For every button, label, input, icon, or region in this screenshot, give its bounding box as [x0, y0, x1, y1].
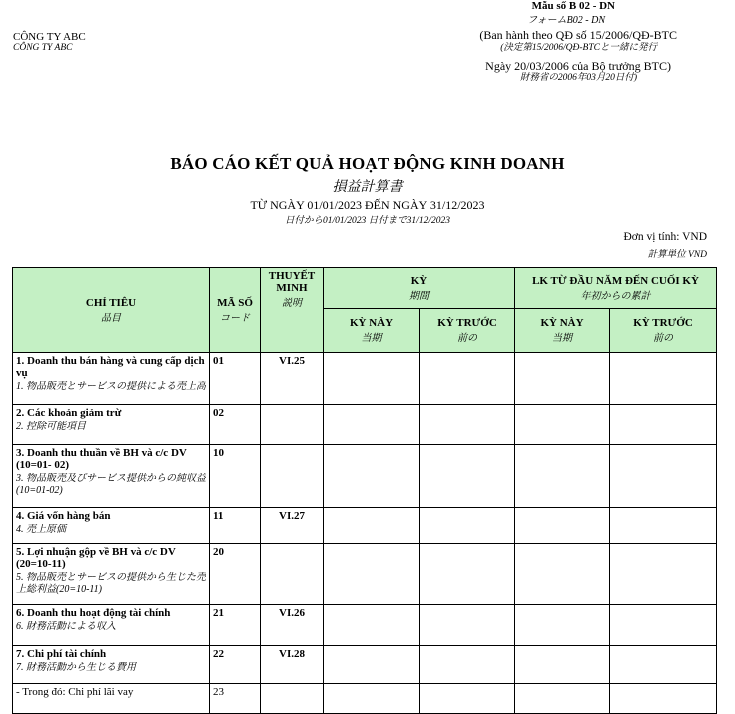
- report-period: TỪ NGÀY 01/01/2023 ĐẾN NGÀY 31/12/2023: [250, 198, 485, 212]
- report-title-jp: 損益計算書: [332, 180, 403, 195]
- row-ytd-this-value: [515, 646, 610, 684]
- row-code: 02: [210, 405, 261, 445]
- row-note: [261, 684, 324, 714]
- table-row: [13, 646, 717, 684]
- header-this-period-label-jp: 当期: [361, 333, 382, 344]
- row-code: 23: [210, 684, 261, 714]
- row-indicator: [13, 405, 210, 445]
- row-ytd-this-value: [515, 605, 610, 646]
- row-ytd-prev-value: [610, 445, 717, 508]
- row-this-period-value: [324, 605, 420, 646]
- row-code: 22: [210, 646, 261, 684]
- row-indicator-jp: 3. 物品販売及びサービス提供からの純収益(10=01-02): [16, 473, 206, 496]
- row-this-period-value: [324, 405, 420, 445]
- table-row: [13, 508, 717, 544]
- row-code: 01: [210, 353, 261, 405]
- row-indicator: [13, 544, 210, 605]
- row-indicator-vi: - Trong đó: Chi phí lãi vay: [16, 686, 134, 698]
- row-prev-period-value: [420, 508, 515, 544]
- company-name-jp: CÔNG TY ABC: [13, 43, 73, 53]
- row-indicator-vi: 6. Doanh thu hoạt động tài chính: [16, 607, 171, 619]
- row-this-period-value: [324, 544, 420, 605]
- row-indicator: [13, 605, 210, 646]
- row-prev-period-value: [420, 353, 515, 405]
- report-period-jp: 日付から01/01/2023 日付まで31/12/2023: [285, 216, 450, 226]
- header-ytd-prev-period-label: KỲ TRƯỚC: [633, 317, 693, 329]
- decree-line-2-jp: 財務省の2006年03月20日付): [519, 73, 637, 83]
- row-ytd-this-value: [515, 684, 610, 714]
- row-prev-period-value: [420, 684, 515, 714]
- header-indicator: [13, 268, 210, 353]
- row-indicator-jp: 1. 物品販売とサービスの提供による売上高: [16, 381, 206, 392]
- income-statement-table: [12, 267, 717, 714]
- report-title: BÁO CÁO KẾT QUẢ HOẠT ĐỘNG KINH DOANH: [170, 154, 565, 173]
- table-row: [13, 353, 717, 405]
- header-this-period-label: KỲ NÀY: [349, 317, 394, 329]
- row-note: [261, 544, 324, 605]
- header-period-label: KỲ: [410, 274, 428, 287]
- row-note: VI.26: [261, 605, 324, 646]
- header-code: [210, 268, 261, 353]
- row-indicator-jp: 7. 財務活動から生じる費用: [16, 662, 136, 673]
- row-indicator: [13, 445, 210, 508]
- row-indicator: [13, 646, 210, 684]
- header-note-label: THUYẾT MINH: [268, 270, 316, 294]
- row-ytd-prev-value: [610, 508, 717, 544]
- header-code-label-jp: コード: [220, 312, 250, 324]
- header-ytd-this-period-label-jp: 当期: [552, 333, 572, 344]
- row-indicator-jp: 4. 売上原価: [16, 524, 66, 535]
- row-prev-period-value: [420, 445, 515, 508]
- row-note: VI.25: [261, 353, 324, 405]
- row-ytd-prev-value: [610, 646, 717, 684]
- row-note: [261, 405, 324, 445]
- row-ytd-this-value: [515, 405, 610, 445]
- row-indicator-vi: 5. Lợi nhuận gộp về BH và c/c DV (20=10-11): [16, 546, 176, 570]
- row-ytd-prev-value: [610, 405, 717, 445]
- decree-line-1-jp: (決定第15/2006/QĐ-BTCと一緒に発行: [500, 43, 657, 53]
- row-note: [261, 445, 324, 508]
- header-note-label-jp: 説明: [282, 298, 302, 309]
- table-row: [13, 605, 717, 646]
- table-row: [13, 544, 717, 605]
- header-note: [261, 268, 324, 353]
- table-row: [13, 445, 717, 508]
- header-this-period: [324, 309, 420, 353]
- row-indicator-vi: 4. Giá vốn hàng bán: [16, 510, 111, 522]
- row-prev-period-value: [420, 544, 515, 605]
- row-this-period-value: [324, 445, 420, 508]
- row-indicator-vi: 3. Doanh thu thuần về BH và c/c DV (10=01- 02): [16, 447, 187, 471]
- row-code: 10: [210, 445, 261, 508]
- header-period-label-jp: 期間: [409, 290, 429, 302]
- row-prev-period-value: [420, 605, 515, 646]
- company-name: CÔNG TY ABC: [13, 31, 86, 43]
- row-ytd-this-value: [515, 508, 610, 544]
- row-indicator-jp: 2. 控除可能項目: [16, 421, 86, 432]
- header-ytd-label: LK TỪ ĐẦU NĂM ĐẾN CUỐI KỲ: [532, 274, 699, 287]
- row-indicator-vi: 1. Doanh thu bán hàng và cung cấp dịch vụ: [16, 355, 205, 379]
- header-ytd-prev-period-label-jp: 前の: [653, 333, 673, 344]
- row-ytd-prev-value: [610, 544, 717, 605]
- decree-line-2: Ngày 20/03/2006 của Bộ trưởng BTC): [485, 59, 671, 73]
- currency-unit: Đơn vị tính: VND: [623, 231, 707, 243]
- header-prev-period-label: KỲ TRƯỚC: [437, 317, 497, 329]
- header-prev-period: [420, 309, 515, 353]
- row-indicator-jp: 6. 財務活動による収入: [16, 621, 116, 632]
- row-note: VI.28: [261, 646, 324, 684]
- row-indicator: [13, 684, 210, 714]
- row-indicator-vi: 7. Chi phí tài chính: [16, 648, 107, 660]
- header-indicator-label: CHỈ TIÊU: [85, 296, 137, 309]
- row-ytd-this-value: [515, 445, 610, 508]
- row-this-period-value: [324, 684, 420, 714]
- form-code-jp: フォームB02 - DN: [527, 15, 605, 26]
- row-this-period-value: [324, 508, 420, 544]
- row-ytd-prev-value: [610, 605, 717, 646]
- table-row: [13, 684, 717, 714]
- row-ytd-prev-value: [610, 353, 717, 405]
- form-code: Mẫu số B 02 - DN: [531, 0, 615, 12]
- table-row: [13, 405, 717, 445]
- header-ytd-label-jp: 年初からの累計: [580, 290, 651, 302]
- row-code: 11: [210, 508, 261, 544]
- row-this-period-value: [324, 646, 420, 684]
- decree-line-1: (Ban hành theo QĐ số 15/2006/QĐ-BTC: [479, 28, 677, 42]
- header-ytd-this-period-label: KỲ NÀY: [540, 317, 584, 329]
- row-ytd-this-value: [515, 544, 610, 605]
- row-note: VI.27: [261, 508, 324, 544]
- header-indicator-label-jp: 品目: [101, 312, 121, 324]
- row-prev-period-value: [420, 646, 515, 684]
- header-ytd: [515, 268, 717, 309]
- header-ytd-prev-period: [610, 309, 717, 353]
- row-prev-period-value: [420, 405, 515, 445]
- header-code-label: MÃ SỐ: [217, 296, 253, 309]
- header-prev-period-label-jp: 前の: [457, 333, 477, 344]
- row-indicator: [13, 508, 210, 544]
- header-period: [324, 268, 515, 309]
- currency-unit-jp: 計算単位 VND: [647, 250, 707, 260]
- row-code: 21: [210, 605, 261, 646]
- row-indicator: [13, 353, 210, 405]
- row-indicator-vi: 2. Các khoản giảm trừ: [16, 407, 122, 419]
- header-ytd-this-period: [515, 309, 610, 353]
- row-code: 20: [210, 544, 261, 605]
- row-indicator-jp: 5. 物品販売とサービスの提供から生じた売上総利益(20=10-11): [16, 572, 206, 595]
- row-this-period-value: [324, 353, 420, 405]
- row-ytd-this-value: [515, 353, 610, 405]
- row-ytd-prev-value: [610, 684, 717, 714]
